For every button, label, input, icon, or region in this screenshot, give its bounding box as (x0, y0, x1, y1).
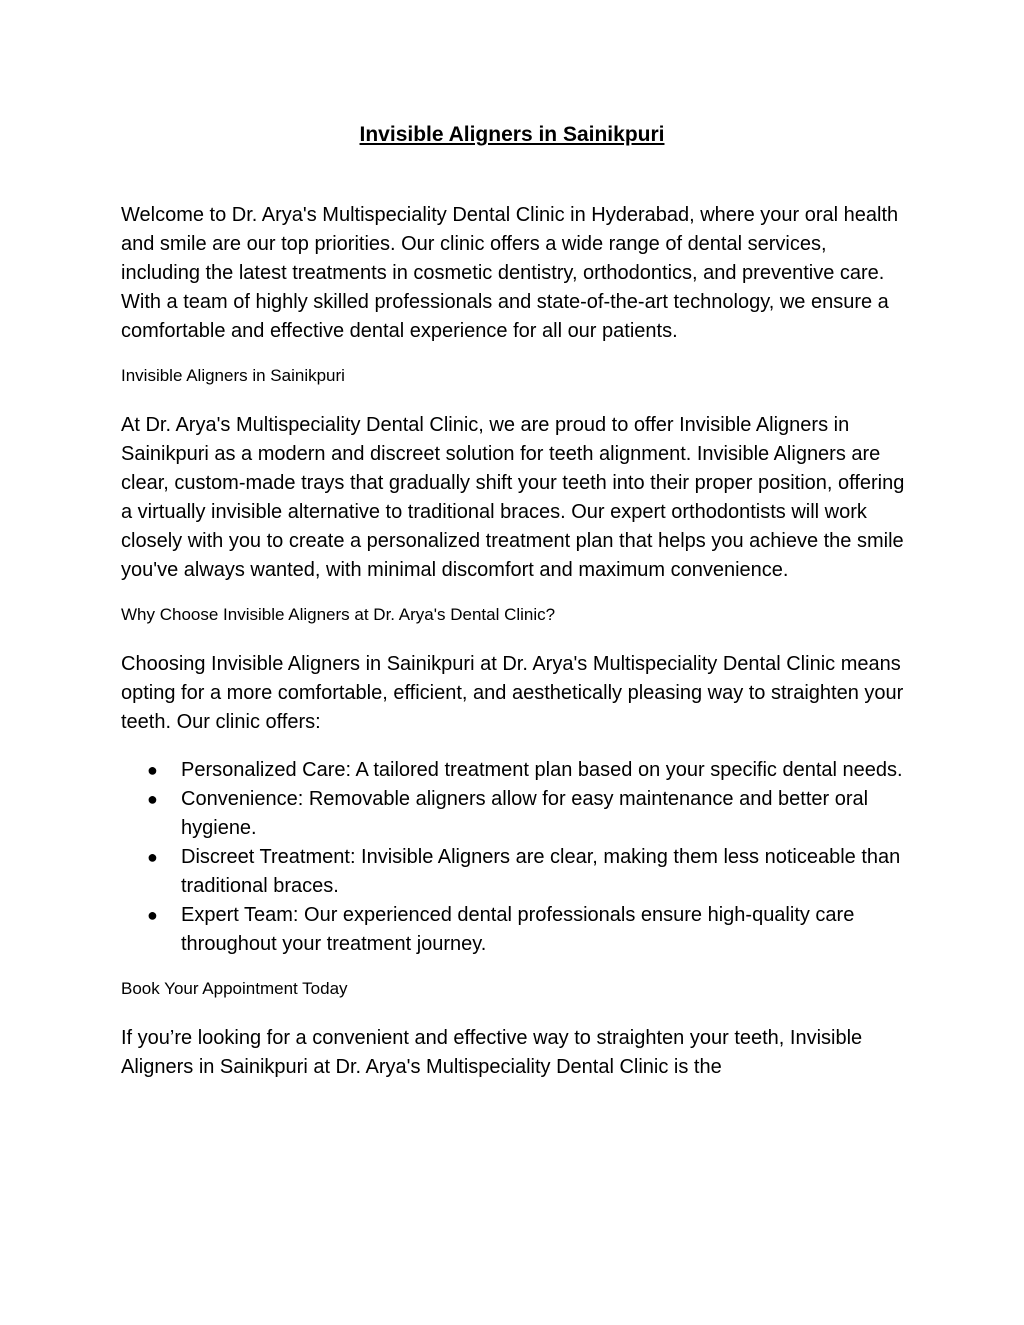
list-item (121, 901, 911, 959)
section-paragraph-why-choose: Choosing Invisible Aligners in Sainikpuri at Dr. Arya's Multispeciality Dental Clinic means opting for a more comfortable, efficient, and aesthetically pleasing way to straighten your teeth. Our clinic offers: (121, 653, 904, 733)
bullet-icon: ● (147, 847, 158, 867)
document-body (121, 201, 911, 1101)
list-item-text: Expert Team: Our experienced dental professionals ensure high-quality care throughout your treatment journey. (181, 904, 855, 955)
section-paragraph-aligners: At Dr. Arya's Multispeciality Dental Clinic, we are proud to offer Invisible Aligners in Sainikpuri as a modern and discreet solution for teeth alignment. Invisible Aligners are clear, custom-made trays that gradually shift your teeth into their proper position, offering a virtually invisible alternative to traditional braces. Our expert orthodontists will work closely with you to create a personalized treatment plan that helps you achieve the smile you've always wanted, with minimal discomfort and maximum convenience. (121, 414, 905, 581)
section-heading-book-appointment: Book Your Appointment Today (121, 979, 348, 998)
bullet-icon: ● (147, 760, 158, 780)
benefits-list (121, 756, 911, 959)
list-item-text: Discreet Treatment: Invisible Aligners are clear, making them less noticeable than traditional braces. (181, 846, 901, 897)
bullet-icon: ● (147, 789, 158, 809)
list-item (121, 756, 911, 785)
list-item (121, 843, 911, 901)
section-heading-why-choose: Why Choose Invisible Aligners at Dr. Arya's Dental Clinic? (121, 605, 556, 624)
intro-paragraph: Welcome to Dr. Arya's Multispeciality Dental Clinic in Hyderabad, where your oral health and smile are our top priorities. Our clinic offers a wide range of dental services, including the latest treatments in cosmetic dentistry, orthodontics, and preventive care. With a team of highly skilled professionals and state-of-the-art technology, we ensure a comfortable and effective dental experience for all our patients. (121, 204, 899, 342)
list-item (121, 785, 911, 843)
section-heading-aligners: Invisible Aligners in Sainikpuri (121, 366, 345, 385)
bullet-icon: ● (147, 905, 158, 925)
section-paragraph-book-appointment: If you’re looking for a convenient and effective way to straighten your teeth, Invisible Aligners in Sainikpuri at Dr. Arya's Multispeciality Dental Clinic is the (121, 1027, 863, 1078)
page-title: Invisible Aligners in Sainikpuri (359, 123, 665, 146)
list-item-text: Personalized Care: A tailored treatment plan based on your specific dental needs. (181, 759, 903, 781)
list-item-text: Convenience: Removable aligners allow for easy maintenance and better oral hygiene. (181, 788, 869, 839)
